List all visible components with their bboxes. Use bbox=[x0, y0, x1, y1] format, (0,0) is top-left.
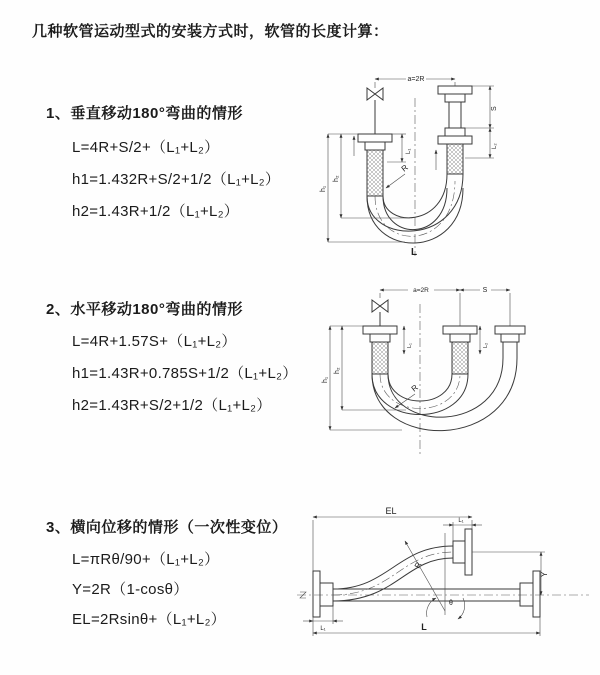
radius-leader bbox=[386, 163, 410, 188]
formula-line: L=4R+1.57S+（L₁+L₂） bbox=[72, 333, 237, 350]
dimension-l bbox=[313, 617, 540, 636]
dim-label-l2: L₂ bbox=[483, 342, 489, 348]
dim-label-l1: L₁ bbox=[407, 343, 413, 348]
diagram-vertical-180-bend bbox=[310, 70, 590, 260]
dimension-s bbox=[460, 287, 510, 294]
formula-line: L=πRθ/90+（L₁+L₂） bbox=[72, 551, 220, 568]
dim-label-h2: h₂ bbox=[333, 175, 340, 182]
dimension-h1 bbox=[320, 134, 405, 242]
hose-braid-left bbox=[367, 150, 383, 196]
dim-label-a2r: a=2R bbox=[407, 76, 425, 83]
diagram-horizontal-180-bend bbox=[310, 280, 590, 460]
hose-curves bbox=[372, 358, 517, 431]
dim-label-theta: θ bbox=[449, 600, 453, 607]
dim-label-r: R bbox=[399, 162, 410, 174]
dim-label-l2: L₂ bbox=[492, 143, 498, 149]
dim-label-h1: h₁ bbox=[320, 185, 327, 192]
left-pipe-assembly bbox=[358, 134, 392, 196]
dimension-l2 bbox=[480, 326, 489, 354]
formula-line: h1=1.43R+0.785S+1/2（L₁+L₂） bbox=[72, 365, 298, 382]
dim-label-y: Y bbox=[540, 571, 549, 577]
dim-label-l1: L₁ bbox=[320, 626, 326, 632]
section1-heading: 1、垂直移动180°弯曲的情形 bbox=[46, 105, 243, 122]
hose-braid-middle bbox=[452, 342, 468, 374]
dim-label-h2: h₂ bbox=[334, 367, 341, 374]
dim-label-el: EL bbox=[385, 506, 397, 516]
dim-label-l: L bbox=[411, 247, 418, 258]
formula-line: L=4R+S/2+（L₁+L₂） bbox=[72, 139, 220, 156]
dimension-s bbox=[465, 86, 498, 128]
right-pipe-assembly bbox=[495, 326, 525, 358]
valve-icon bbox=[367, 88, 383, 134]
dim-label-r: R bbox=[409, 382, 420, 394]
left-flange bbox=[313, 571, 333, 617]
dim-label-l1: L₁ bbox=[458, 518, 464, 524]
section3-heading: 3、横向位移的情形（一次性变位） bbox=[46, 519, 288, 536]
dim-label-l1: L₁ bbox=[406, 148, 412, 154]
top-flange bbox=[453, 529, 472, 575]
page-title: 几种软管运动型式的安装方式时，软管的长度计算： bbox=[32, 23, 389, 40]
formula-line: EL=2Rsinθ+（L₁+L₂） bbox=[72, 611, 226, 628]
formula-line: h1=1.432R+S/2+1/2（L₁+L₂） bbox=[72, 171, 281, 188]
diagram-lateral-displacement bbox=[293, 503, 593, 643]
hose-braid-left bbox=[372, 342, 388, 374]
dimension-l1-bottom bbox=[303, 606, 343, 632]
formula-line: Y=2R（1-cosθ） bbox=[72, 581, 189, 598]
dimension-l1-top bbox=[443, 518, 482, 541]
right-pipe-assembly bbox=[438, 86, 472, 174]
valve-icon bbox=[372, 300, 388, 326]
dimension-el bbox=[313, 506, 472, 571]
dim-label-r: R bbox=[412, 560, 424, 570]
dim-label-h1: h₁ bbox=[322, 376, 329, 383]
dim-label-l: L bbox=[421, 622, 427, 632]
left-pipe-assembly bbox=[363, 326, 397, 374]
formula-line: h2=1.43R+S/2+1/2（L₁+L₂） bbox=[72, 397, 272, 414]
dimension-l1 bbox=[387, 134, 412, 162]
formula-line: h2=1.43R+1/2（L₁+L₂） bbox=[72, 203, 240, 220]
dimension-l1 bbox=[404, 326, 413, 354]
dimension-a2r bbox=[380, 287, 460, 294]
middle-pipe-assembly bbox=[443, 326, 477, 374]
dim-label-s: S bbox=[482, 287, 488, 294]
dimension-l2 bbox=[465, 128, 498, 158]
dim-label-a2r: a=2R bbox=[413, 287, 429, 294]
hose-braid-right bbox=[447, 144, 463, 174]
hose-s-curve bbox=[333, 546, 453, 601]
right-flange bbox=[520, 571, 540, 617]
section2-heading: 2、水平移动180°弯曲的情形 bbox=[46, 301, 243, 318]
dim-label-s: S bbox=[491, 106, 498, 111]
